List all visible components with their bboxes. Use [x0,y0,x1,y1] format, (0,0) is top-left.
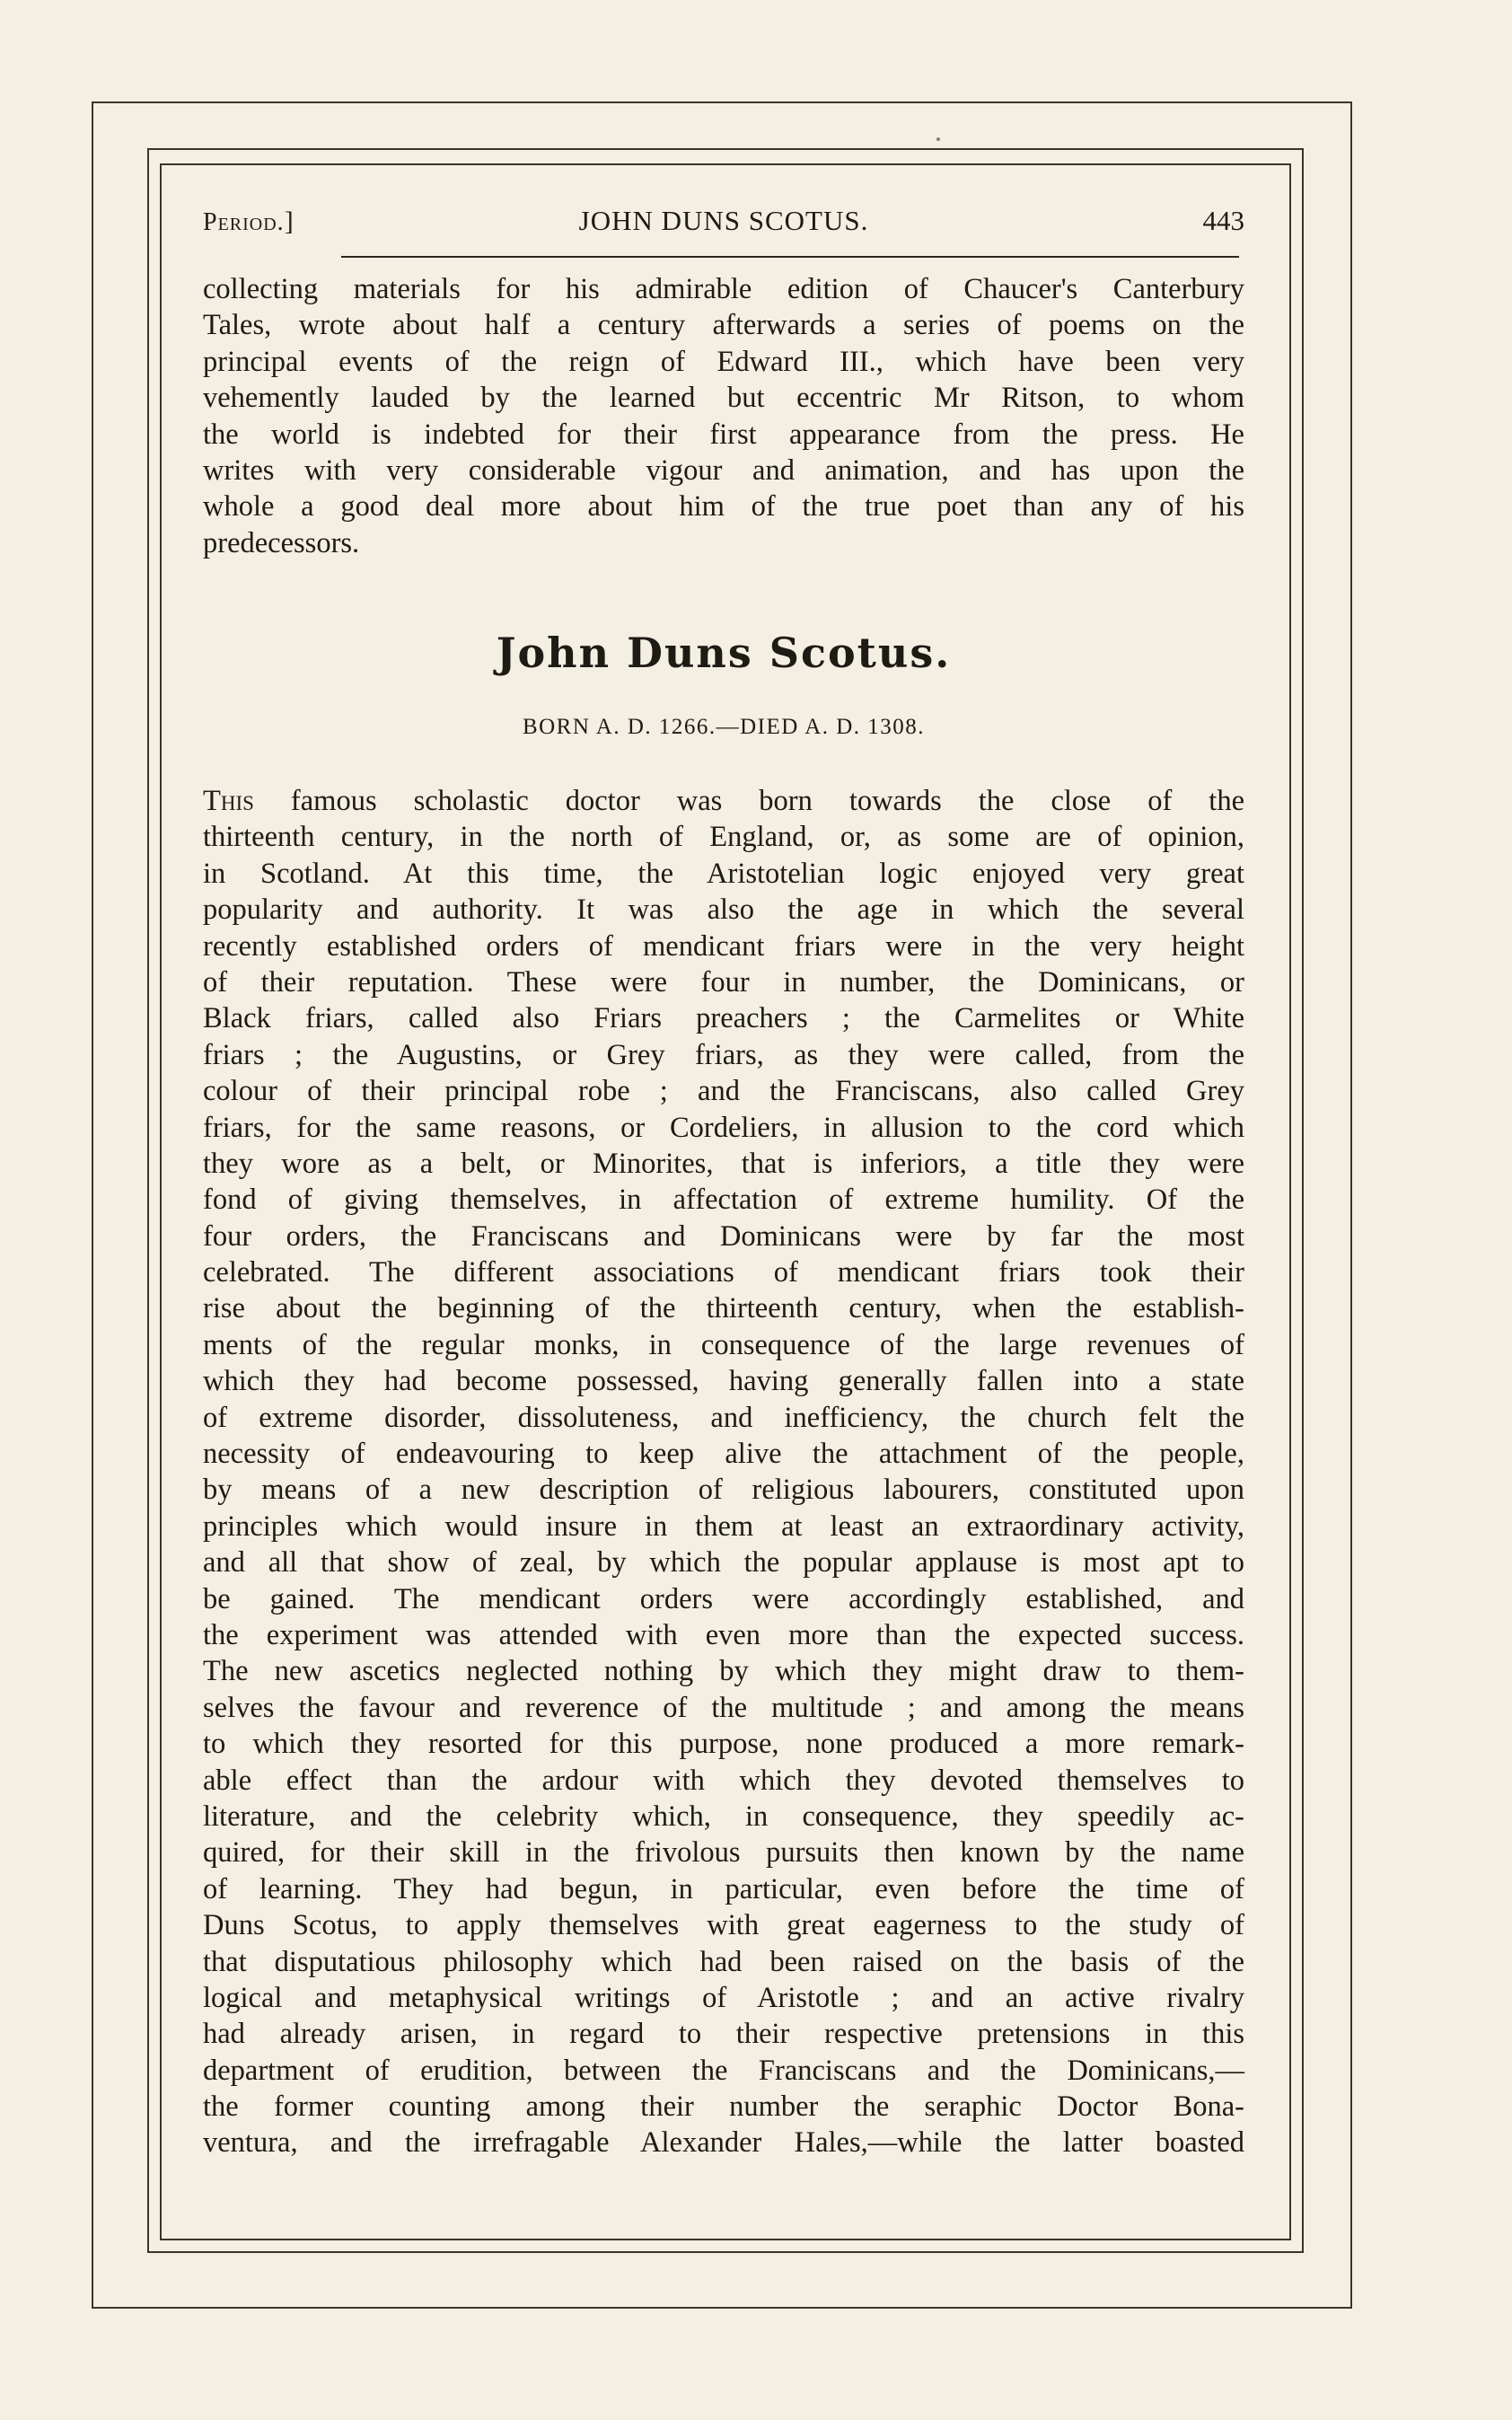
text-line: in Scotland. At this time, the Aristotelian logic enjoyed very great [203,857,1244,890]
header-rule [341,256,1239,258]
article-title: John Duns Scotus. [496,629,952,677]
text-line: which they had become possessed, having generally fallen into a state [203,1365,1244,1398]
running-title: JOHN DUNS SCOTUS. [578,205,869,236]
text-line: celebrated. The different associations of mendicant friars took their [203,1256,1244,1289]
text-line: friars, for the same reasons, or Cordeliers, in allusion to the cord which [203,1111,1244,1144]
text-line: of learning. They had begun, in particular, even before the time of [203,1872,1244,1905]
text-line: four orders, the Franciscans and Dominicans were by far the most [203,1219,1244,1253]
text-line: recently established orders of mendicant friars were in the very height [203,929,1244,963]
text-line: fond of giving themselves, in affectation of extreme humility. Of the [203,1184,1244,1217]
text-line: logical and metaphysical writings of Aristotle ; and an active rivalry [203,1981,1244,2014]
text-line: able effect than the ardour with which they devoted themselves to [203,1764,1244,1797]
text-line: Black friars, called also Friars preachers ; the Carmelites or White [203,1002,1244,1035]
text-line: quired, for their skill in the frivolous pursuits then known by the name [203,1836,1244,1870]
text-line: be gained. The mendicant orders were accordingly established, and [203,1582,1244,1615]
text-line: principal events of the reign of Edward III., which have been very [203,345,1244,378]
text-line: of extreme disorder, dissoluteness, and inefficiency, the church felt the [203,1401,1244,1434]
page-number: 443 [1202,205,1244,236]
text-line: of their reputation. These were four in number, the Dominicans, or [203,965,1244,999]
text-line: thirteenth century, in the north of England, or, as some are of opinion, [203,821,1244,854]
article-dates: BORN A. D. 1266.—DIED A. D. 1308. [522,715,926,739]
text-line: to which they resorted for this purpose, none produced a more remark- [203,1728,1244,1761]
text-line: predecessors. [203,526,360,559]
text-line: ventura, and the irrefragable Alexander Hales,—while the latter boasted [203,2126,1244,2160]
text-line: and all that show of zeal, by which the popular applause is most apt to [203,1546,1244,1580]
article-body [203,783,1244,2161]
text-line: Tales, wrote about half a century afterwards a series of poems on the [203,309,1244,342]
text-line: colour of their principal robe ; and the Franciscans, also called Grey [203,1075,1244,1108]
continuation-paragraph [203,271,1244,561]
text-line: that disputatious philosophy which had been raised on the basis of the [203,1945,1244,1978]
text-line: selves the favour and reverence of the multitude ; and among the means [203,1691,1244,1724]
text-line: ments of the regular monks, in consequence of the large revenues of [203,1328,1244,1361]
section-label: Period.] [203,207,294,236]
text-line: friars ; the Augustins, or Grey friars, as they were called, from the [203,1038,1244,1071]
text-line: the experiment was attended with even more than the expected success. [203,1618,1244,1651]
text-line: literature, and the celebrity which, in consequence, they speedily ac- [203,1800,1244,1833]
text-line: had already arisen, in regard to their respective pretensions in this [203,2018,1244,2051]
text-line: the former counting among their number the seraphic Doctor Bona- [203,2090,1244,2124]
text-line: principles which would insure in them at least an extraordinary activity, [203,1509,1244,1543]
text-line: writes with very considerable vigour and animation, and has upon the [203,453,1244,487]
paper-speck [936,137,940,141]
text-line: Duns Scotus, to apply themselves with great eagerness to the study of [203,1909,1244,1942]
text-line: department of erudition, between the Franciscans and the Dominicans,— [203,2054,1244,2087]
text-line: The new ascetics neglected nothing by which they might draw to them- [203,1655,1244,1688]
running-header [203,199,1244,244]
text-line: whole a good deal more about him of the true poet than any of his [203,490,1244,524]
text-line: they wore as a belt, or Minorites, that is inferiors, a title they were [203,1147,1244,1180]
text-line: necessity of endeavouring to keep alive the attachment of the people, [203,1438,1244,1471]
text-line: the world is indebted for their first appearance from the press. He [203,418,1244,451]
text-line-first: This famous scholastic doctor was born towards the close of the [203,785,1244,817]
text-line: by means of a new description of religious labourers, constituted upon [203,1474,1244,1507]
text-line: rise about the beginning of the thirteenth century, when the establish- [203,1292,1244,1325]
lead-word: This [203,785,254,817]
text-line: collecting materials for his admirable edition of Chaucer's Canterbury [203,273,1244,305]
text-line: vehemently lauded by the learned but eccentric Mr Ritson, to whom [203,382,1244,415]
text-line: popularity and authority. It was also the age in which the several [203,893,1244,927]
